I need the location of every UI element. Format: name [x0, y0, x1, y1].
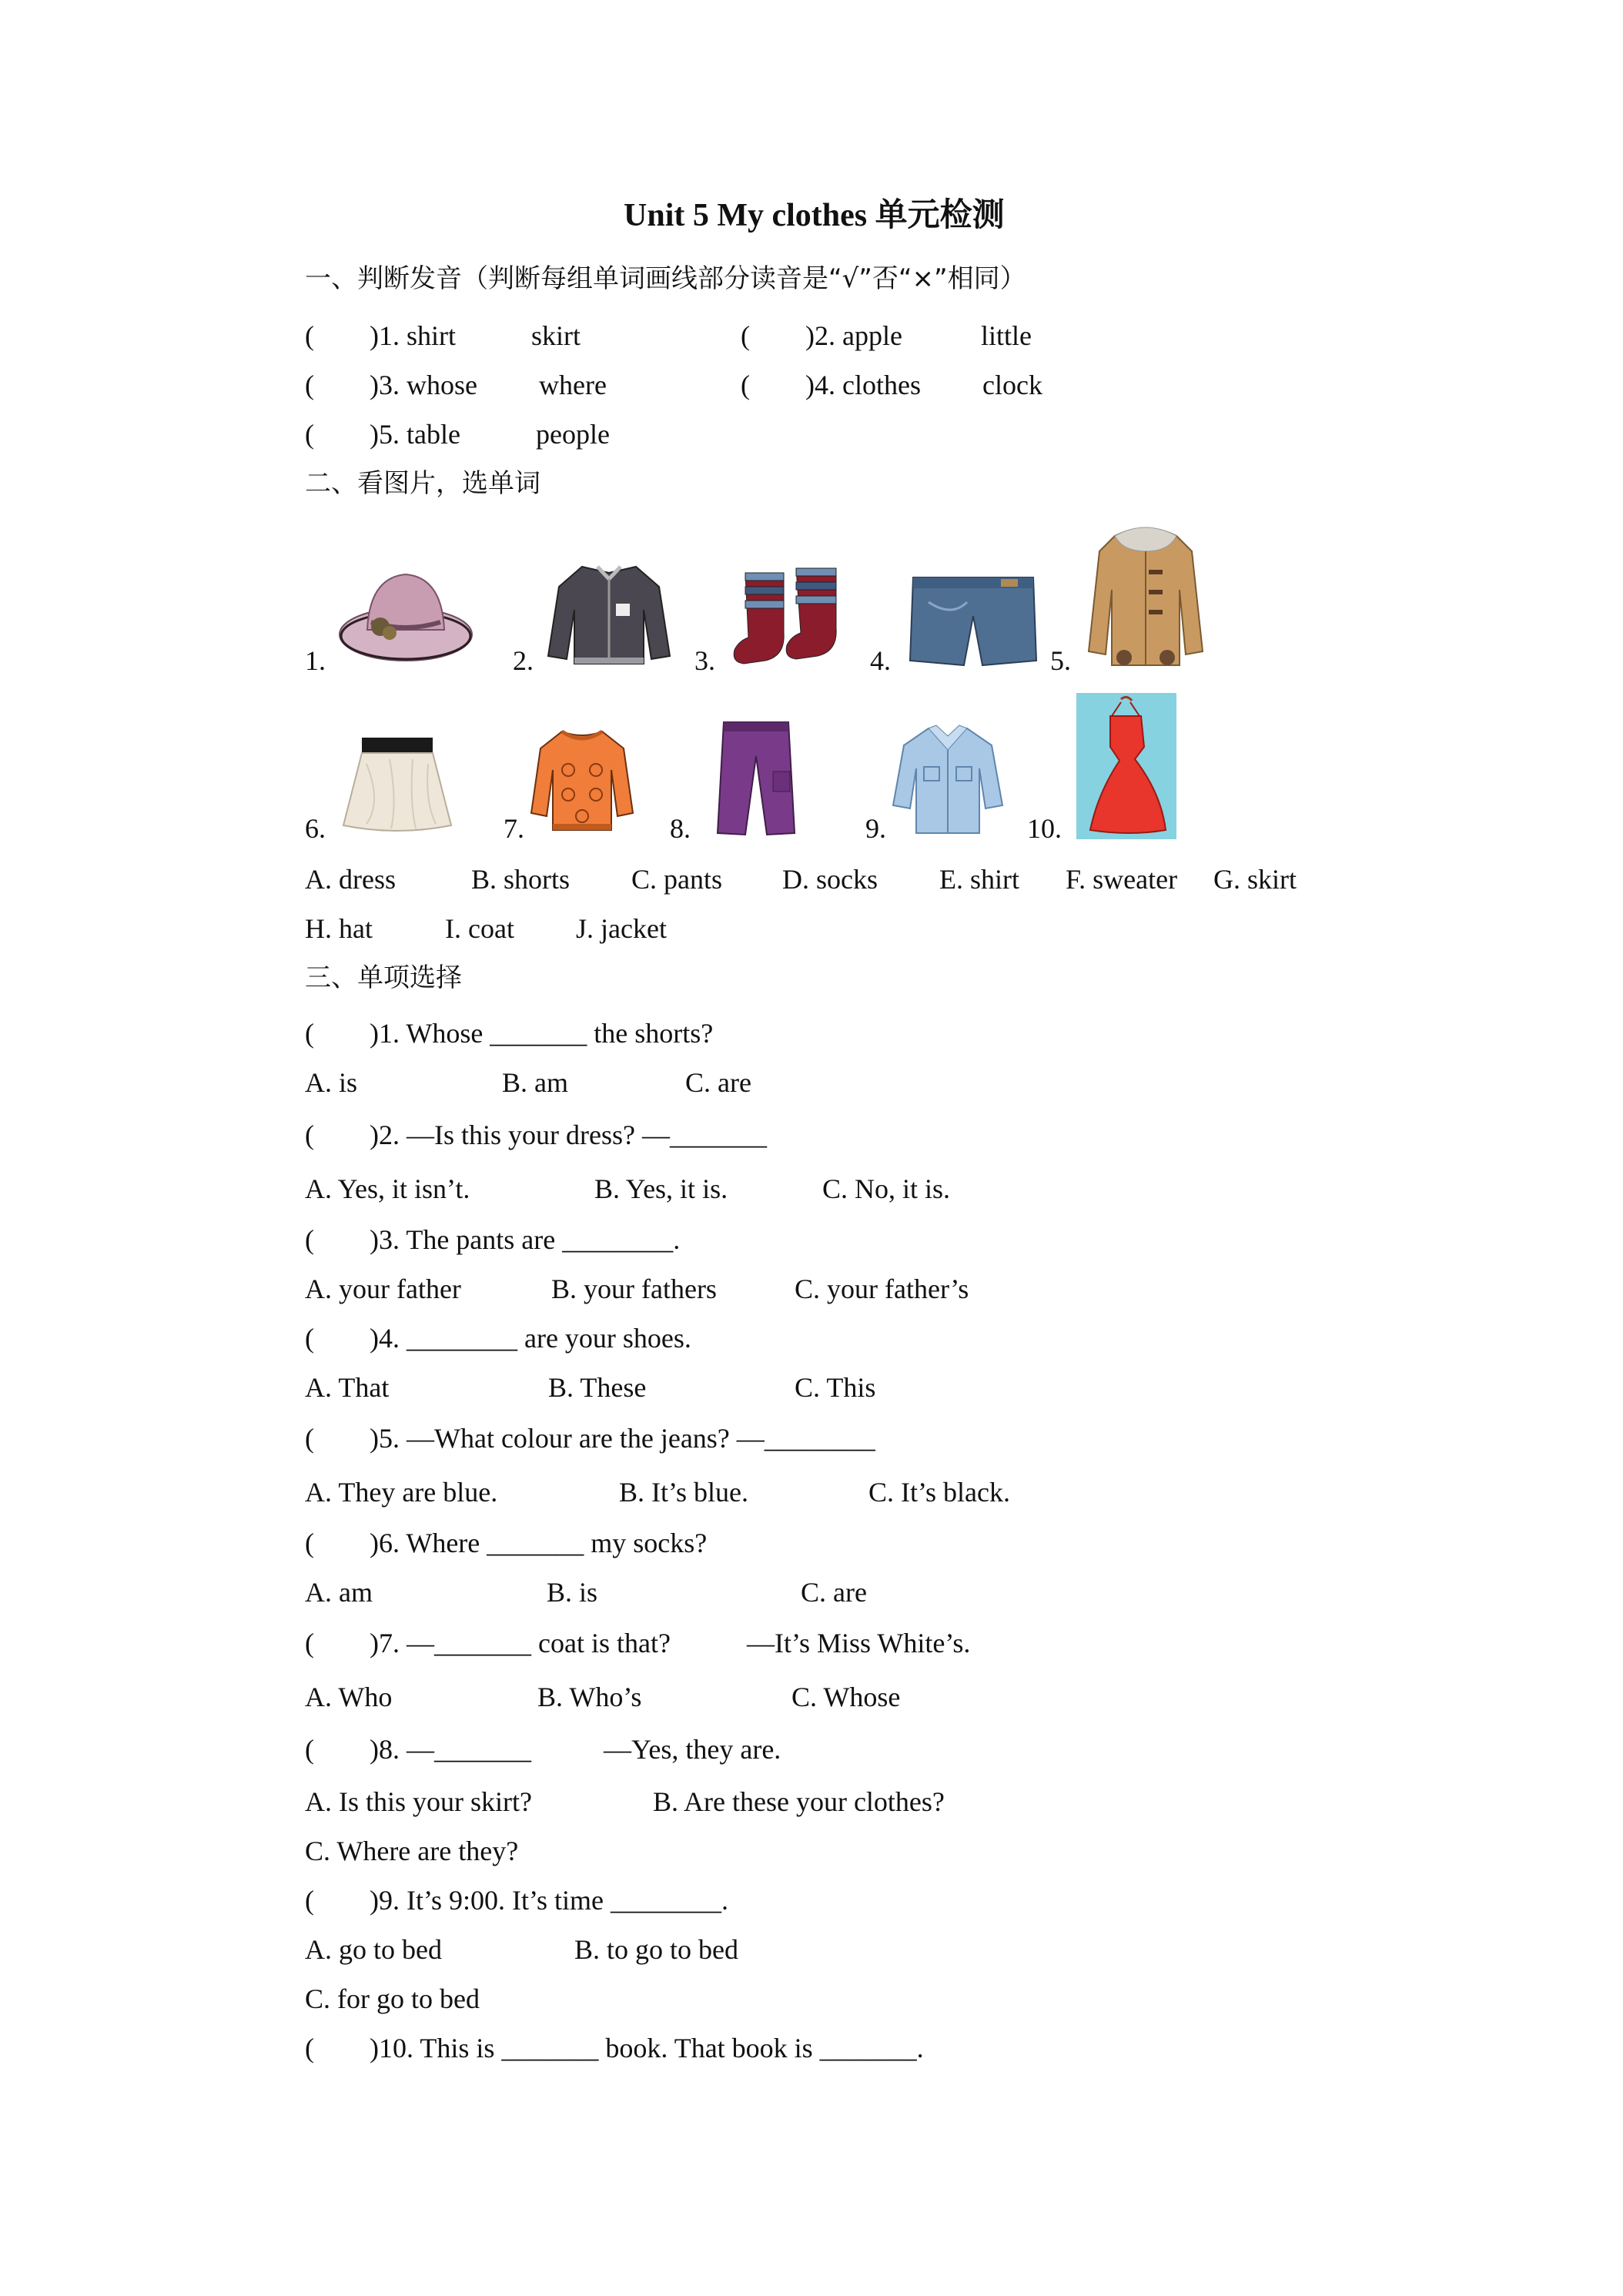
option-dress: A. dress: [305, 864, 396, 895]
option-shirt: E. shirt: [939, 864, 1019, 895]
q8-option-c: C. Where are they?: [305, 1836, 519, 1866]
question-1: )1. Whose _______ the shorts?: [370, 1018, 714, 1049]
q7-option-a: A. Who: [305, 1682, 393, 1712]
q5-option-a: A. They are blue.: [305, 1477, 498, 1508]
skirt-picture: [336, 733, 459, 836]
q7-option-c: C. Whose: [791, 1682, 901, 1712]
question-paren: (: [305, 1734, 314, 1765]
pic-number: 9.: [865, 813, 886, 844]
q8-option-a: A. Is this your skirt?: [305, 1786, 532, 1817]
pic-number: 5.: [1050, 645, 1071, 676]
question-4: )4. ________ are your shoes.: [370, 1323, 691, 1354]
s1-paren: (: [741, 370, 750, 400]
q3-option-a: A. your father: [305, 1274, 461, 1304]
question-paren: (: [305, 1224, 314, 1255]
question-3: )3. The pants are ________.: [370, 1224, 681, 1255]
question-8: )8. —_______: [370, 1734, 531, 1765]
question-7: )7. —_______ coat is that?: [370, 1628, 671, 1658]
q5-option-b: B. It’s blue.: [619, 1477, 748, 1508]
section3-heading: 三、单项选择: [305, 962, 462, 993]
dress-picture: [1076, 693, 1176, 839]
s1-word: little: [981, 320, 1032, 351]
q1-option-a: A. is: [305, 1067, 358, 1098]
jacket-picture: [544, 556, 674, 671]
q6-option-b: B. is: [547, 1577, 598, 1608]
s1-item-2: )2. apple: [805, 320, 902, 351]
s1-paren: (: [741, 320, 750, 351]
s1-item-1: )1. shirt: [370, 320, 456, 351]
pic-number: 3.: [694, 645, 715, 676]
question-paren: (: [305, 1885, 314, 1916]
q2-option-a: A. Yes, it isn’t.: [305, 1173, 470, 1204]
question-paren: (: [305, 1018, 314, 1049]
pic-number: 7.: [504, 813, 524, 844]
coat-picture: [1084, 520, 1207, 671]
question-paren: (: [305, 1323, 314, 1354]
section1-heading: 一、判断发音（判断每组单词画线部分读音是“√”否“×”相同）: [305, 263, 1026, 294]
option-sweater: F. sweater: [1066, 864, 1178, 895]
option-skirt: G. skirt: [1213, 864, 1297, 895]
q9-option-b: B. to go to bed: [574, 1934, 738, 1965]
s1-paren: (: [305, 419, 314, 450]
section2-heading: 二、看图片，选单词: [305, 468, 540, 499]
socks-picture: [728, 565, 859, 673]
option-hat: H. hat: [305, 913, 373, 944]
shirt-picture: [890, 719, 1006, 839]
hat-picture: [333, 556, 479, 671]
q7-option-b: B. Who’s: [537, 1682, 642, 1712]
page-title: Unit 5 My clothes 单元检测: [624, 198, 1005, 233]
pic-number: 4.: [870, 645, 891, 676]
q6-option-a: A. am: [305, 1577, 373, 1608]
pic-number: 1.: [305, 645, 326, 676]
q9-option-c: C. for go to bed: [305, 1983, 480, 2014]
s1-item-5: )5. table: [370, 419, 460, 450]
option-shorts: B. shorts: [471, 864, 571, 895]
s1-item-4: )4. clothes: [805, 370, 921, 400]
option-coat: I. coat: [445, 913, 514, 944]
sweater-picture: [528, 724, 636, 836]
question-2: )2. —Is this your dress? —_______: [370, 1120, 767, 1150]
question-paren: (: [305, 1628, 314, 1658]
q3-option-c: C. your father’s: [795, 1274, 969, 1304]
question-paren: (: [305, 1528, 314, 1558]
question-paren: (: [305, 1120, 314, 1150]
s1-word: skirt: [531, 320, 581, 351]
q4-option-c: C. This: [795, 1372, 876, 1403]
question-paren: (: [305, 2033, 314, 2063]
q2-option-c: C. No, it is.: [822, 1173, 951, 1204]
q3-option-b: B. your fathers: [551, 1274, 717, 1304]
q8-option-b: B. Are these your clothes?: [653, 1786, 945, 1817]
q1-option-b: B. am: [502, 1067, 568, 1098]
s1-paren: (: [305, 370, 314, 400]
pants-picture: [711, 718, 801, 839]
s1-paren: (: [305, 320, 314, 351]
question-5: )5. —What colour are the jeans? —________: [370, 1423, 875, 1454]
shorts-picture: [905, 571, 1041, 671]
pic-number: 8.: [670, 813, 691, 844]
q2-option-b: B. Yes, it is.: [594, 1173, 728, 1204]
option-pants: C. pants: [631, 864, 723, 895]
question-7-answer: —It’s Miss White’s.: [747, 1628, 971, 1658]
q4-option-a: A. That: [305, 1372, 390, 1403]
q5-option-c: C. It’s black.: [868, 1477, 1010, 1508]
s1-word: clock: [982, 370, 1042, 400]
q9-option-a: A. go to bed: [305, 1934, 442, 1965]
question-paren: (: [305, 1423, 314, 1454]
question-9: )9. It’s 9:00. It’s time ________.: [370, 1885, 728, 1916]
option-jacket: J. jacket: [576, 913, 667, 944]
q1-option-c: C. are: [685, 1067, 751, 1098]
q6-option-c: C. are: [801, 1577, 867, 1608]
pic-number: 6.: [305, 813, 326, 844]
question-8-answer: —Yes, they are.: [604, 1734, 781, 1765]
option-socks: D. socks: [782, 864, 878, 895]
s1-item-3: )3. whose: [370, 370, 477, 400]
s1-word: people: [536, 419, 610, 450]
pic-number: 2.: [513, 645, 534, 676]
q4-option-b: B. These: [548, 1372, 647, 1403]
question-10: )10. This is _______ book. That book is _______.: [370, 2033, 924, 2063]
pic-number: 10.: [1027, 813, 1062, 844]
s1-word: where: [539, 370, 607, 400]
question-6: )6. Where _______ my socks?: [370, 1528, 708, 1558]
